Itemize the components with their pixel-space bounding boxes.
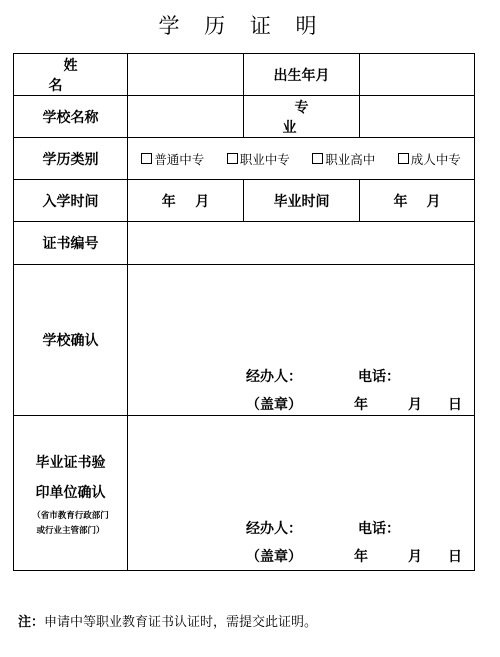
cert-no-label: 证书编号 — [14, 222, 128, 265]
verify-confirm-area[interactable] — [128, 416, 475, 571]
footnote — [18, 611, 317, 630]
seal-line — [246, 546, 462, 566]
option-label: 普通中专 — [154, 151, 205, 167]
school-label: 学校名称 — [14, 96, 128, 138]
name-value[interactable] — [128, 54, 244, 96]
checkbox-icon[interactable] — [398, 153, 409, 164]
row-school-confirm — [14, 265, 475, 416]
verify-note-2: 或行业主管部门） — [36, 526, 105, 536]
year-unit: 年 — [161, 193, 176, 210]
row-verify-confirm — [14, 416, 475, 571]
enroll-value[interactable] — [128, 180, 244, 222]
row-time — [14, 180, 475, 222]
option-label: 职业高中 — [325, 151, 376, 167]
handler-line — [246, 518, 400, 538]
phone-label: 电话： — [358, 369, 400, 385]
major-label-text: 专 业 — [282, 99, 333, 136]
row-edu-type — [14, 138, 475, 180]
verify-note-1: （省市教育行政部门 — [32, 511, 109, 521]
option-vocational[interactable] — [227, 150, 290, 168]
major-label — [244, 96, 360, 138]
row-school — [14, 96, 475, 138]
checkbox-icon[interactable] — [312, 153, 323, 164]
footnote-text: 申请中等职业教育证书认证时，需提交此证明。 — [44, 615, 318, 630]
birth-label: 出生年月 — [244, 54, 360, 96]
month-unit: 月 — [408, 549, 422, 565]
year-unit: 年 — [354, 549, 368, 565]
verify-line-2: 印单位确认 — [35, 485, 106, 501]
option-label: 职业中专 — [239, 151, 290, 167]
day-unit: 日 — [448, 397, 462, 413]
option-vocational-high[interactable] — [312, 150, 375, 168]
edu-type-label: 学历类别 — [14, 138, 128, 180]
phone-label: 电话： — [358, 521, 400, 537]
seal-label: （盖章） — [246, 549, 302, 565]
grad-value[interactable] — [360, 180, 475, 222]
footnote-prefix: 注： — [18, 615, 45, 630]
school-confirm-label: 学校确认 — [14, 265, 128, 416]
school-value[interactable] — [128, 96, 244, 138]
edu-type-options — [128, 138, 475, 180]
seal-label: （盖章） — [246, 397, 302, 413]
birth-value[interactable] — [360, 54, 475, 96]
verify-label — [14, 416, 128, 571]
certificate-form — [13, 53, 475, 571]
month-unit: 月 — [408, 397, 422, 413]
checkbox-icon[interactable] — [227, 153, 238, 164]
cert-no-value[interactable] — [128, 222, 475, 265]
grad-label: 毕业时间 — [244, 180, 360, 222]
school-confirm-area[interactable] — [128, 265, 475, 416]
checkbox-icon[interactable] — [141, 153, 152, 164]
year-unit: 年 — [393, 193, 408, 210]
page-title: 学 历 证 明 — [158, 14, 326, 38]
name-label — [14, 54, 128, 96]
month-unit: 月 — [195, 193, 210, 210]
name-label-text: 姓 名 — [48, 57, 108, 94]
year-unit: 年 — [354, 397, 368, 413]
option-regular[interactable] — [141, 150, 204, 168]
option-adult[interactable] — [398, 150, 461, 168]
day-unit: 日 — [448, 549, 462, 565]
handler-label: 经办人： — [246, 369, 302, 385]
handler-label: 经办人： — [246, 521, 302, 537]
month-unit: 月 — [426, 193, 441, 210]
row-name — [14, 54, 475, 96]
seal-line — [246, 394, 462, 414]
option-label: 成人中专 — [410, 151, 461, 167]
enroll-label: 入学时间 — [14, 180, 128, 222]
major-value[interactable] — [360, 96, 475, 138]
verify-line-1: 毕业证书验 — [35, 455, 106, 471]
row-cert-no — [14, 222, 475, 265]
handler-line — [246, 366, 400, 386]
